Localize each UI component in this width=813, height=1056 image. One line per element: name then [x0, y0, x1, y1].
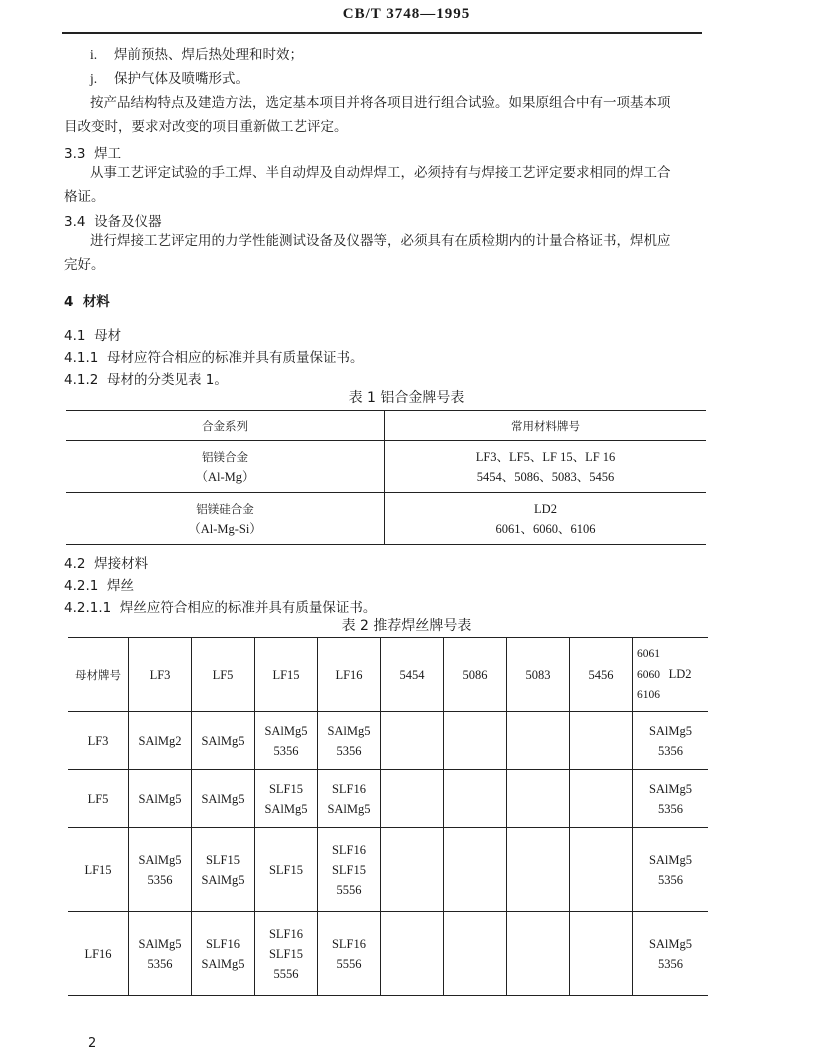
grade-list: LD2: [534, 501, 557, 516]
table1-header: 常用材料牌号: [385, 411, 707, 441]
section-title: 材料: [82, 294, 110, 310]
filler-grade: SAlMg5: [138, 852, 182, 867]
filler-cell: [444, 912, 507, 996]
filler-cell: [129, 770, 192, 828]
filler-grade: SAlMg5: [201, 872, 245, 887]
list-item-i: [90, 46, 303, 64]
filler-cell: [129, 912, 192, 996]
list-item-j: [90, 70, 249, 88]
filler-grade: SAlMg5: [648, 781, 693, 796]
filler-cell: [255, 770, 318, 828]
filler-cell: [444, 770, 507, 828]
filler-cell-last: [633, 712, 709, 770]
series-name: 铝镁合金: [202, 449, 248, 464]
filler-grade: SLF15: [268, 862, 304, 877]
filler-grade: 5356: [336, 743, 362, 758]
base-material: LF16: [68, 912, 129, 996]
series-formula: （Al-Mg）: [195, 469, 255, 484]
filler-grade: 5356: [273, 743, 299, 758]
table2-header-row: [68, 638, 708, 712]
table-row: [68, 770, 708, 828]
section-heading-4-2-1: [64, 574, 134, 594]
table2-col-header: LF15: [255, 638, 318, 712]
filler-cell: [255, 828, 318, 912]
section-heading-4-1: [64, 324, 121, 344]
table-row: [66, 441, 706, 493]
grade-list: 6061、6060、6106: [495, 521, 596, 536]
table2-col-header-last: [633, 638, 709, 712]
filler-grade: 5356: [147, 872, 173, 887]
filler-grade: SAlMg5: [648, 852, 693, 867]
filler-cell: [444, 712, 507, 770]
filler-grade: SLF16: [331, 842, 367, 857]
paragraph-line: 从事工艺评定试验的手工焊、半自动焊及自动焊焊工，必须持有与焊接工艺评定要求相同的焊工合: [90, 165, 671, 181]
filler-grade: SAlMg5: [201, 956, 245, 971]
table2-col-header: LF16: [318, 638, 381, 712]
filler-cell: [318, 828, 381, 912]
filler-grade: 5356: [658, 743, 683, 758]
header-rule: [62, 32, 702, 34]
section-number: 3.4: [64, 214, 86, 230]
list-text: 焊前预热、焊后热处理和时效；: [114, 47, 303, 63]
section-title: 设备及仪器: [94, 214, 162, 230]
filler-cell-last: [633, 770, 709, 828]
table2-corner: 母材牌号: [68, 638, 129, 712]
filler-grade: 5556: [336, 882, 362, 897]
filler-grade: SAlMg5: [138, 936, 182, 951]
section-title: 母材: [94, 328, 122, 344]
filler-cell: [255, 912, 318, 996]
section-heading-4-2-1-1: [64, 596, 376, 616]
paragraph-line: 目改变时，要求对改变的项目重新做工艺评定。: [64, 119, 348, 135]
filler-grade: SLF15: [268, 946, 304, 961]
filler-grade: SAlMg5: [327, 723, 371, 738]
section-text: 母材的分类见表 1。: [106, 372, 228, 388]
filler-grade: SAlMg5: [264, 723, 308, 738]
filler-cell: [507, 712, 570, 770]
filler-grade: SLF16: [205, 936, 241, 951]
filler-grade: SLF16: [331, 936, 367, 951]
section-heading-4-1-1: [64, 346, 363, 366]
section-number: 4: [64, 294, 74, 310]
section-number: 4.1: [64, 328, 86, 344]
table1-header-row: [66, 411, 706, 441]
filler-grade: SAlMg5: [648, 723, 693, 738]
section-number: 3.3: [64, 146, 86, 162]
filler-cell: [129, 828, 192, 912]
filler-cell: [129, 712, 192, 770]
section-number: 4.2: [64, 556, 86, 572]
filler-cell: [381, 712, 444, 770]
list-text: 保护气体及喷嘴形式。: [114, 71, 249, 87]
grade-list: LF3、LF5、LF 15、LF 16: [475, 449, 616, 464]
table1-cell: [385, 493, 707, 545]
filler-cell: [570, 828, 633, 912]
filler-grade: SLF16: [331, 781, 367, 796]
filler-cell: [381, 912, 444, 996]
filler-cell: [507, 912, 570, 996]
section-number: 4.2.1: [64, 578, 99, 594]
table1-cell: [66, 441, 385, 493]
section-number: 4.1.2: [64, 372, 99, 388]
section-text: 焊丝应符合相应的标准并具有质量保证书。: [119, 600, 377, 616]
filler-grade: 5356: [658, 801, 683, 816]
filler-cell: [192, 828, 255, 912]
filler-grade: SAlMg5: [264, 801, 308, 816]
table2: [68, 637, 708, 996]
filler-cell: [381, 770, 444, 828]
grade: 6061: [637, 648, 660, 660]
filler-cell: [192, 712, 255, 770]
table1-cell: [66, 493, 385, 545]
filler-grade: SAlMg5: [648, 936, 693, 951]
grade: LD2: [668, 667, 692, 681]
filler-cell: [192, 770, 255, 828]
table-row: [68, 712, 708, 770]
base-material: LF5: [68, 770, 129, 828]
grade: 6060: [637, 669, 660, 681]
base-material: LF3: [68, 712, 129, 770]
filler-grade: SAlMg5: [327, 801, 371, 816]
filler-cell-last: [633, 828, 709, 912]
filler-grade: SLF15: [331, 862, 367, 877]
section-title: 焊接材料: [94, 556, 149, 572]
filler-grade: 5356: [147, 956, 173, 971]
table1-header: 合金系列: [66, 411, 385, 441]
table2-col-header: LF5: [192, 638, 255, 712]
section-heading-3-3: [64, 142, 121, 162]
filler-grade: 5356: [658, 956, 683, 971]
section-title: 焊工: [94, 146, 122, 162]
grade: 6106: [637, 689, 660, 701]
section-heading-4: [64, 290, 110, 310]
filler-cell: [570, 712, 633, 770]
section-heading-4-1-2: [64, 368, 228, 388]
filler-cell: [318, 770, 381, 828]
table1-cell: [385, 441, 707, 493]
series-name: 铝镁硅合金: [196, 501, 254, 516]
table2-col-header: 5454: [381, 638, 444, 712]
filler-cell: [255, 712, 318, 770]
section-number: 4.2.1.1: [64, 600, 112, 616]
filler-grade: SAlMg5: [201, 733, 245, 748]
filler-grade: 5356: [658, 872, 683, 887]
section-heading-3-4: [64, 210, 162, 230]
grade-list: 5454、5086、5083、5456: [476, 469, 615, 484]
table1: [66, 410, 706, 545]
filler-grade: SLF16: [268, 926, 304, 941]
list-marker: j.: [90, 71, 98, 86]
page-number: 2: [88, 1036, 97, 1051]
filler-cell: [318, 912, 381, 996]
table2-col-header: 5456: [570, 638, 633, 712]
paragraph-line: 进行焊接工艺评定用的力学性能测试设备及仪器等，必须具有在质检期内的计量合格证书，焊机应: [90, 233, 671, 249]
base-material: LF15: [68, 828, 129, 912]
filler-grade: 5556: [273, 966, 299, 981]
paragraph-line: 按产品结构特点及建造方法，选定基本项目并将各项目进行组合试验。如果原组合中有一项基本项: [90, 95, 671, 111]
table-row: [66, 493, 706, 545]
filler-cell: [507, 828, 570, 912]
table-row: [68, 912, 708, 996]
section-number: 4.1.1: [64, 350, 99, 366]
list-marker: i.: [90, 47, 98, 62]
series-formula: （Al-Mg-Si）: [188, 521, 262, 536]
paragraph-line: 完好。: [64, 257, 105, 273]
table-row: [68, 828, 708, 912]
filler-grade: 5556: [336, 956, 362, 971]
paragraph-line: 格证。: [64, 189, 105, 205]
filler-cell: [192, 912, 255, 996]
document-code: CB/T 3748—1995: [342, 6, 471, 22]
filler-grade: SAlMg5: [201, 791, 245, 806]
table2-col-header: LF3: [129, 638, 192, 712]
filler-grade: SLF15: [205, 852, 241, 867]
filler-cell-last: [633, 912, 709, 996]
filler-cell: [570, 770, 633, 828]
filler-cell: [381, 828, 444, 912]
section-title: 焊丝: [106, 578, 134, 594]
table2-caption: 表 2 推荐焊丝牌号表: [341, 618, 472, 634]
filler-cell: [507, 770, 570, 828]
filler-cell: [570, 912, 633, 996]
filler-cell: [318, 712, 381, 770]
filler-grade: SAlMg2: [138, 733, 182, 748]
table2-col-header: 5083: [507, 638, 570, 712]
table1-caption: 表 1 铝合金牌号表: [348, 390, 465, 406]
table2-col-header: 5086: [444, 638, 507, 712]
filler-grade: SLF15: [268, 781, 304, 796]
section-heading-4-2: [64, 552, 148, 572]
filler-grade: SAlMg5: [138, 791, 182, 806]
section-text: 母材应符合相应的标准并具有质量保证书。: [106, 350, 364, 366]
filler-cell: [444, 828, 507, 912]
